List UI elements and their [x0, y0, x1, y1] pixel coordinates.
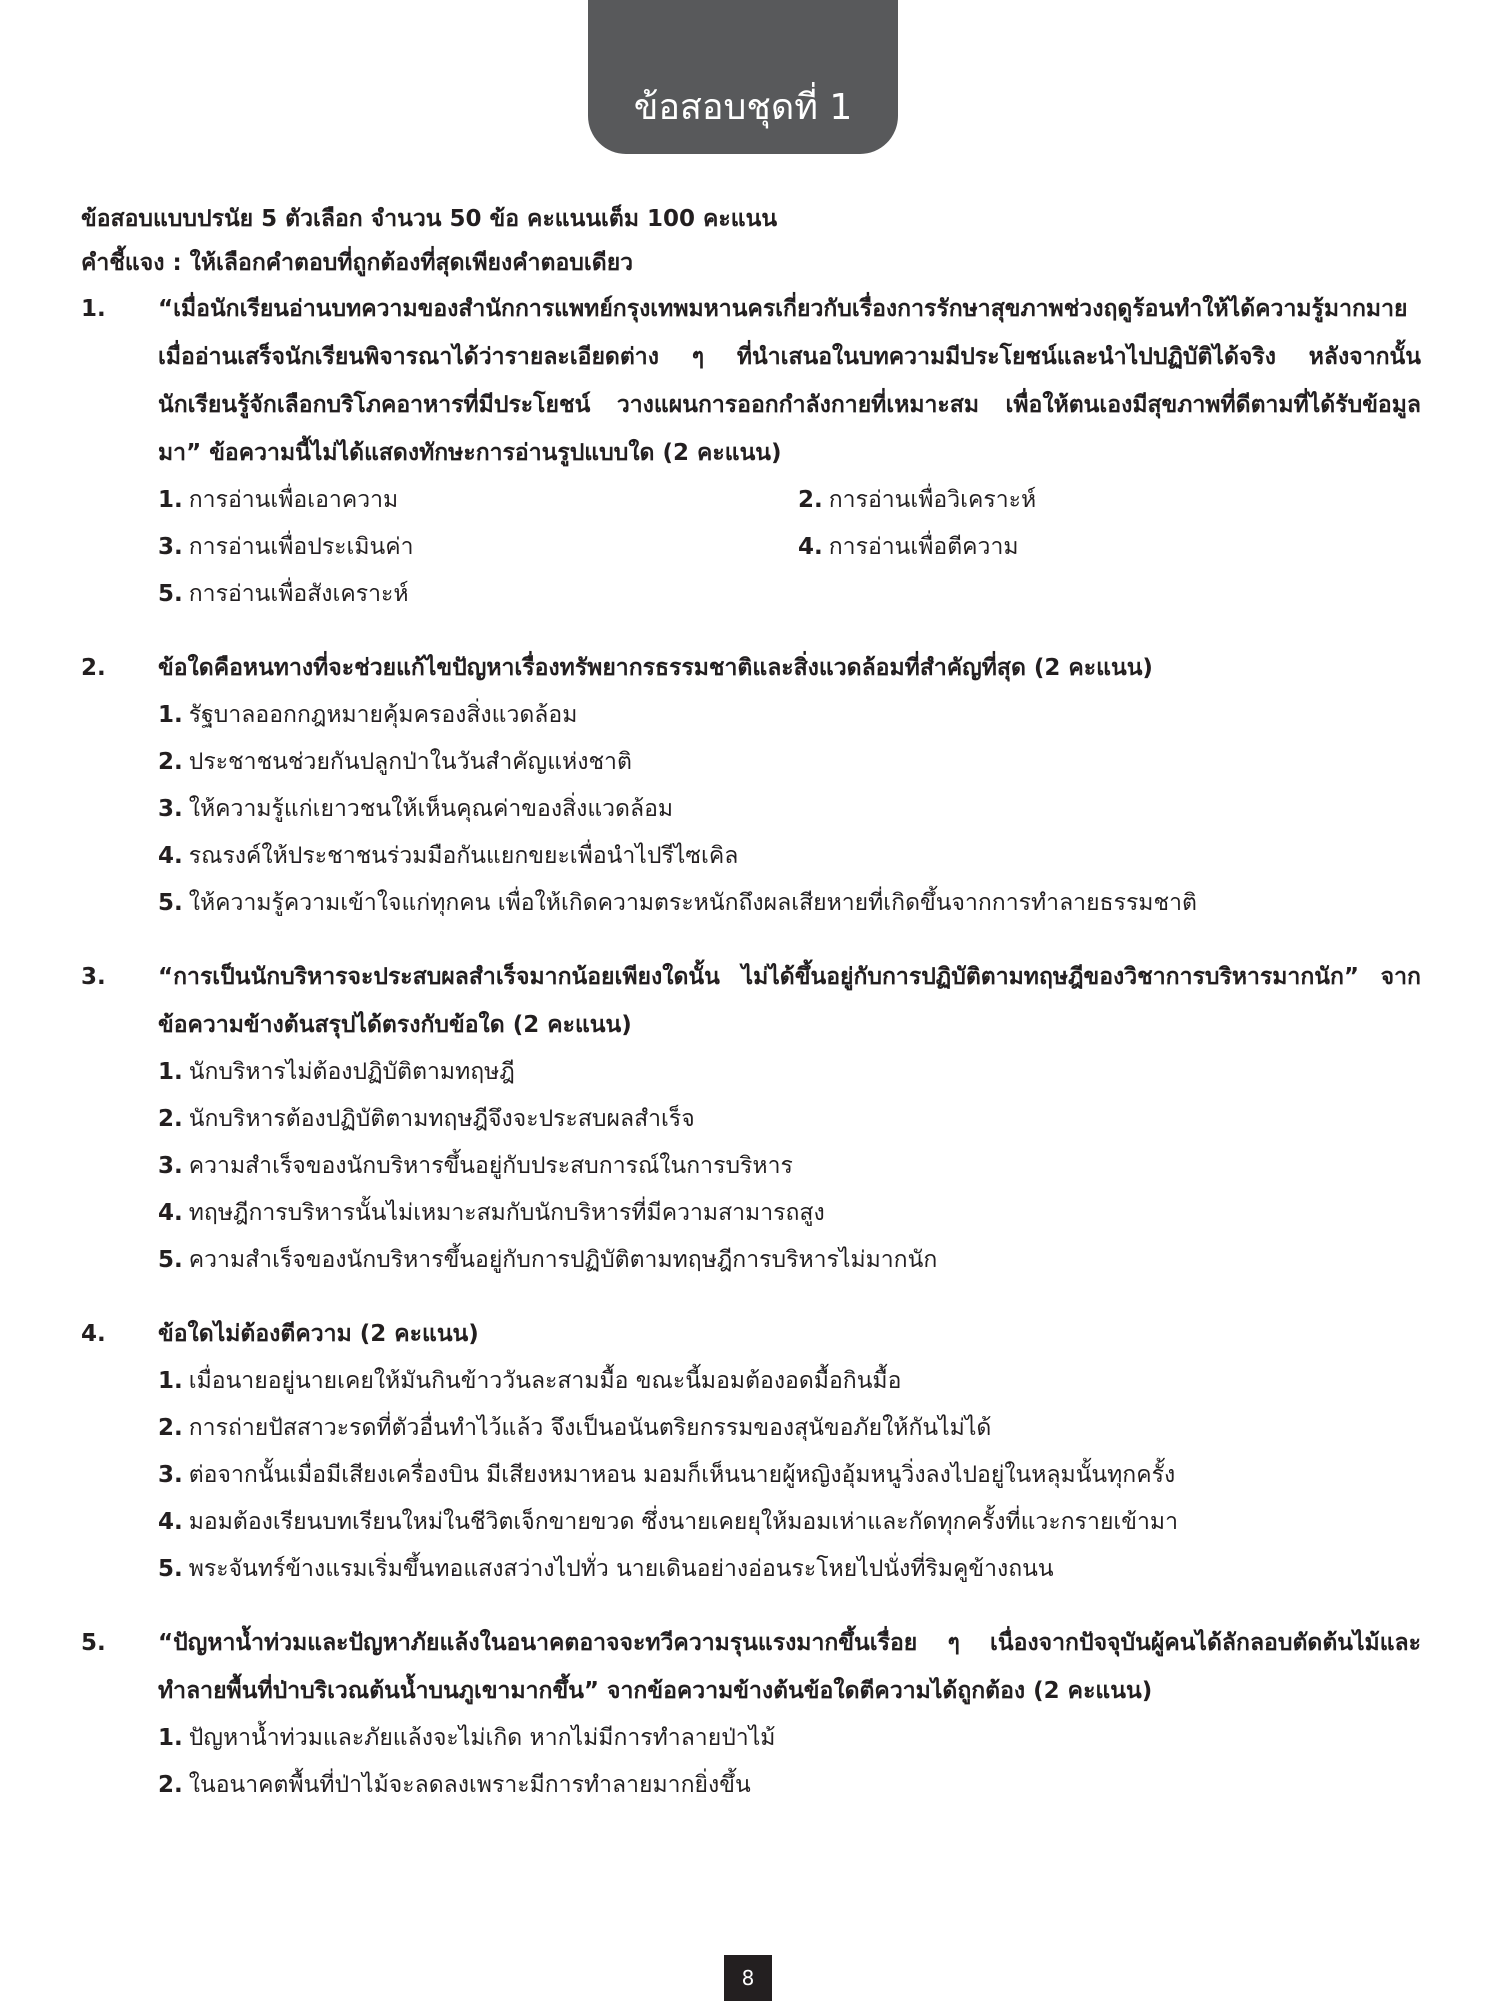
- question-stem: “เมื่อนักเรียนอ่านบทความของสำนักการแพทย์กรุงเทพมหานครเกี่ยวกับเรื่องการรักษาสุขภาพช่วงฤดูร้อนทำให้ได้ความรู้มากมาย เมื่ออ่านเสร็จนักเรียนพิจารณาได้ว่ารายละเอียดต่าง ๆ ที่นำเสนอในบทความมีประโยชน์และนำไปปฏิบัติได้จริง หลังจากนั้นนักเรียนรู้จักเลือกบริโภคอาหารที่มีประโยชน์ วางแผนการออกกำลังกายที่เหมาะสม เพื่อให้ตนเองมีสุขภาพที่ดีตามที่ได้รับข้อมูลมา” ข้อความนี้ไม่ได้แสดงทักษะการอ่านรูปแบบใด (2 คะแนน): [158, 296, 1421, 466]
- question-stem: ข้อใดไม่ต้องตีความ (2 คะแนน): [158, 1321, 479, 1347]
- choice-text: ให้ความรู้แก่เยาวชนให้เห็นคุณค่าของสิ่งแวดล้อม: [188, 796, 674, 822]
- choice-1[interactable]: [158, 1715, 1421, 1762]
- choice-2[interactable]: [158, 1096, 1421, 1143]
- exam-instructions: คำชี้แจง : ให้เลือกคำตอบที่ถูกต้องที่สุดเพียงคำตอบเดียว: [81, 250, 634, 276]
- choice-text: การอ่านเพื่อเอาความ: [188, 487, 399, 513]
- choice-number: 4.: [158, 1509, 183, 1535]
- question-2: [81, 644, 1421, 927]
- choice-text: ทฤษฎีการบริหารนั้นไม่เหมาะสมกับนักบริหารที่มีความสามารถสูง: [188, 1200, 825, 1226]
- choice-number: 5.: [158, 581, 183, 607]
- choice-text: การถ่ายปัสสาวะรดที่ตัวอื่นทำไว้แล้ว จึงเป็นอนันตริยกรรมของสุนัขอภัยให้กันไม่ได้: [188, 1415, 992, 1441]
- exam-set-title-tab: [588, 0, 898, 154]
- question-number: 1.: [81, 296, 106, 322]
- choice-number: 2.: [798, 487, 823, 513]
- choice-text: ความสำเร็จของนักบริหารขึ้นอยู่กับประสบการณ์ในการบริหาร: [188, 1153, 793, 1179]
- choice-1[interactable]: [158, 1358, 1421, 1405]
- question-number: 5.: [81, 1630, 106, 1656]
- choice-text: การอ่านเพื่อตีความ: [828, 534, 1019, 560]
- choice-number: 2.: [158, 749, 183, 775]
- choice-number: 5.: [158, 890, 183, 916]
- exam-description: ข้อสอบแบบปรนัย 5 ตัวเลือก จำนวน 50 ข้อ คะแนนเต็ม 100 คะแนน: [81, 206, 778, 232]
- choice-2[interactable]: [158, 1405, 1421, 1452]
- choice-3[interactable]: [158, 786, 1421, 833]
- question-1: [81, 285, 1421, 618]
- choice-text: การอ่านเพื่อสังเคราะห์: [188, 581, 409, 607]
- choice-list: [158, 692, 1421, 927]
- choice-list: [158, 1358, 1421, 1593]
- choice-text: ประชาชนช่วยกันปลูกป่าในวันสำคัญแห่งชาติ: [188, 749, 632, 775]
- choice-text: ต่อจากนั้นเมื่อมีเสียงเครื่องบิน มีเสียงหมาหอน มอมก็เห็นนายผู้หญิงอุ้มหนูวิ่งลงไปอยู่ในหลุมนั้นทุกครั้ง: [188, 1462, 1176, 1488]
- choice-number: 3.: [158, 534, 183, 560]
- choice-number: 3.: [158, 1462, 183, 1488]
- choice-5[interactable]: [158, 1237, 1421, 1284]
- choice-4[interactable]: [158, 833, 1421, 880]
- choice-3[interactable]: [158, 1452, 1421, 1499]
- choice-list: [158, 1715, 1421, 1809]
- choice-1[interactable]: [158, 477, 798, 524]
- choice-3[interactable]: [158, 1143, 1421, 1190]
- question-stem: “ปัญหาน้ำท่วมและปัญหาภัยแล้งในอนาคตอาจจะทวีความรุนแรงมากขึ้นเรื่อย ๆ เนื่องจากปัจจุบันผู้คนได้ลักลอบตัดต้นไม้และทำลายพื้นที่ป่าบริเวณต้นน้ำบนภูเขามากขึ้น” จากข้อความข้างต้นข้อใดตีความได้ถูกต้อง (2 คะแนน): [158, 1630, 1421, 1704]
- choice-text: ความสำเร็จของนักบริหารขึ้นอยู่กับการปฏิบัติตามทฤษฎีการบริหารไม่มากนัก: [188, 1247, 938, 1273]
- choice-number: 3.: [158, 796, 183, 822]
- question-4: [81, 1310, 1421, 1593]
- question-stem: ข้อใดคือหนทางที่จะช่วยแก้ไขปัญหาเรื่องทรัพยากรธรรมชาติและสิ่งแวดล้อมที่สำคัญที่สุด (2 คะแนน): [158, 655, 1153, 681]
- page-number-badge: [724, 1955, 772, 2001]
- choice-text: ในอนาคตพื้นที่ป่าไม้จะลดลงเพราะมีการทำลายมากยิ่งขึ้น: [188, 1772, 751, 1798]
- choice-text: มอมต้องเรียนบทเรียนใหม่ในชีวิตเจ็กขายขวด ซึ่งนายเคยยุให้มอมเห่าและกัดทุกครั้งที่แวะกรายเข้ามา: [188, 1509, 1178, 1535]
- choice-4[interactable]: [798, 524, 1438, 571]
- exam-set-title: ข้อสอบชุดที่ 1: [633, 87, 853, 128]
- choice-5[interactable]: [158, 1546, 1421, 1593]
- choice-text: นักบริหารไม่ต้องปฏิบัติตามทฤษฎี: [188, 1059, 515, 1085]
- page-number: 8: [741, 1966, 755, 1990]
- choice-4[interactable]: [158, 1499, 1421, 1546]
- choice-number: 4.: [798, 534, 823, 560]
- choice-number: 2.: [158, 1415, 183, 1441]
- choice-number: 1.: [158, 1059, 183, 1085]
- choice-text: การอ่านเพื่อประเมินค่า: [188, 534, 414, 560]
- choice-number: 1.: [158, 1368, 183, 1394]
- choice-text: การอ่านเพื่อวิเคราะห์: [828, 487, 1037, 513]
- choice-3[interactable]: [158, 524, 798, 571]
- choice-list: [158, 477, 1421, 618]
- choice-number: 5.: [158, 1247, 183, 1273]
- choice-number: 2.: [158, 1106, 183, 1132]
- question-3: [81, 953, 1421, 1284]
- choice-1[interactable]: [158, 1049, 1421, 1096]
- choice-number: 4.: [158, 1200, 183, 1226]
- choice-text: พระจันทร์ข้างแรมเริ่มขึ้นทอแสงสว่างไปทั่ว นายเดินอย่างอ่อนระโหยไปนั่งที่ริมคูข้างถนน: [188, 1556, 1054, 1582]
- choice-number: 1.: [158, 1725, 183, 1751]
- choice-2[interactable]: [158, 739, 1421, 786]
- choice-4[interactable]: [158, 1190, 1421, 1237]
- choice-text: รัฐบาลออกกฎหมายคุ้มครองสิ่งแวดล้อม: [188, 702, 578, 728]
- question-stem: “การเป็นนักบริหารจะประสบผลสำเร็จมากน้อยเพียงใดนั้น ไม่ได้ขึ้นอยู่กับการปฏิบัติตามทฤษฎีของวิชาการบริหารมากนัก” จากข้อความข้างต้นสรุปได้ตรงกับข้อใด (2 คะแนน): [158, 964, 1421, 1038]
- choice-number: 3.: [158, 1153, 183, 1179]
- choice-text: รณรงค์ให้ประชาชนร่วมมือกันแยกขยะเพื่อนำไปรีไซเคิล: [188, 843, 739, 869]
- choice-1[interactable]: [158, 692, 1421, 739]
- choice-text: เมื่อนายอยู่นายเคยให้มันกินข้าววันละสามมื้อ ขณะนี้มอมต้องอดมื้อกินมื้อ: [188, 1368, 902, 1394]
- choice-number: 1.: [158, 702, 183, 728]
- choice-list: [158, 1049, 1421, 1284]
- question-number: 2.: [81, 655, 106, 681]
- choice-number: 5.: [158, 1556, 183, 1582]
- choice-text: ให้ความรู้ความเข้าใจแก่ทุกคน เพื่อให้เกิดความตระหนักถึงผลเสียหายที่เกิดขึ้นจากการทำลายธรรมชาติ: [188, 890, 1197, 916]
- choice-number: 1.: [158, 487, 183, 513]
- choice-text: นักบริหารต้องปฏิบัติตามทฤษฎีจึงจะประสบผลสำเร็จ: [188, 1106, 695, 1132]
- choice-2[interactable]: [158, 1762, 1421, 1809]
- question-5: [81, 1619, 1421, 1809]
- choice-2[interactable]: [798, 477, 1438, 524]
- choice-number: 4.: [158, 843, 183, 869]
- question-number: 3.: [81, 964, 106, 990]
- choice-5[interactable]: [158, 571, 798, 618]
- choice-number: 2.: [158, 1772, 183, 1798]
- choice-5[interactable]: [158, 880, 1421, 927]
- exam-content: [81, 197, 1421, 1809]
- question-number: 4.: [81, 1321, 106, 1347]
- choice-text: ปัญหาน้ำท่วมและภัยแล้งจะไม่เกิด หากไม่มีการทำลายป่าไม้: [188, 1725, 776, 1751]
